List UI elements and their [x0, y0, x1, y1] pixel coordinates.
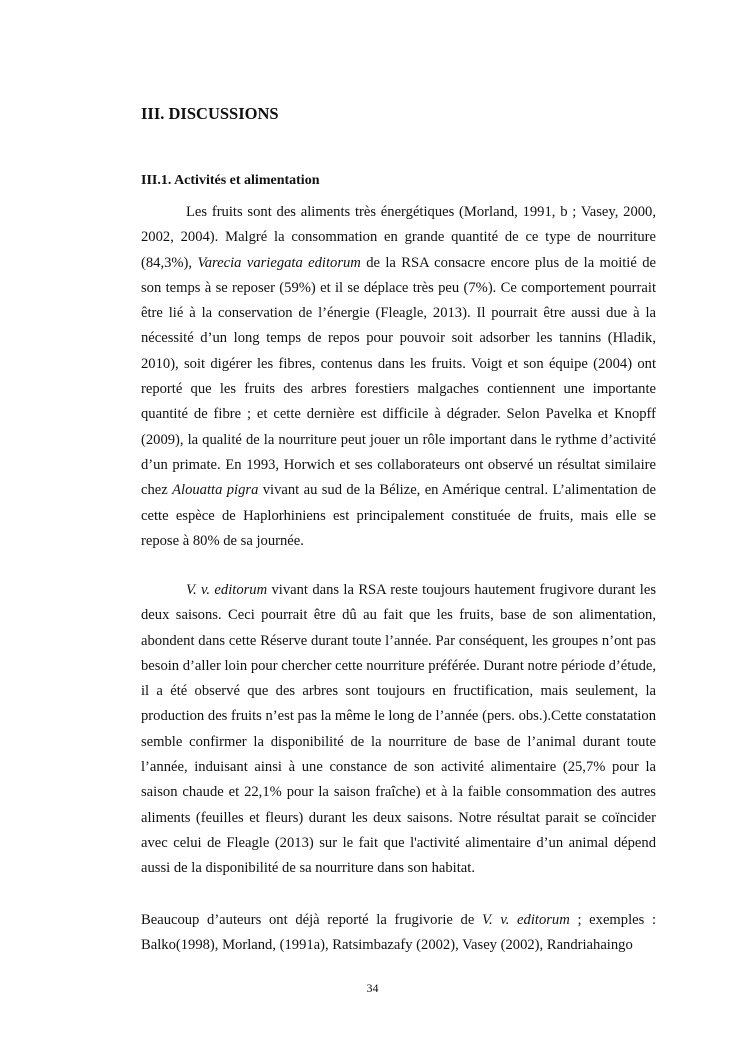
page-number: 34	[366, 981, 379, 995]
p1-text-c: vivant au sud de la Bélize, en Amérique central. L’alimentation de cette espèce de Haplorhiniens est principalement constituée de fruits, mais elle se repose à 80% de sa journée.	[141, 482, 656, 549]
p2-text-a: vivant dans la RSA reste toujours hautement frugivore durant les deux saisons. Ceci pourrait être dû au fait que les fruits, base de son alimentation, abondent dans cette Réserve durant toute l’année. Par conséquent, les groupes n’ont pas besoin d’aller loin pour chercher cette nourriture préférée. Durant notre période d’étude, il a été observé que des arbres sont toujours en fructification, mais seulement, la production des fruits n’est pas la même le long de l’année (pers. obs.).Cette constatation semble confirmer la disponibilité de la nourriture de base de l’animal durant toute l’année, induisant ainsi à une constance de son activité alimentaire (25,7% pour la saison chaude et 22,1% pour la saison fraîche) et à la faible consommation des autres aliments (feuilles et fleurs) durant les deux saisons. Notre résultat parait se coïncider avec celui de Fleagle (2013) sur le fait que l'activité alimentaire d’un animal dépend aussi de la disponibilité de sa nourriture dans son habitat.	[141, 582, 656, 877]
paragraph-activity-energy	[141, 200, 656, 554]
section-title: III. DISCUSSIONS	[141, 104, 279, 123]
subsection-title: III.1. Activités et alimentation	[141, 173, 320, 188]
p3-species-name: V. v. editorum	[481, 912, 570, 928]
p1-species-alouatta: Alouatta pigra	[172, 482, 259, 499]
p1-species-name: Varecia variegata editorum	[197, 254, 361, 271]
p3-text-a: Beaucoup d’auteurs ont déjà reporté la frugivorie de	[141, 912, 482, 928]
p2-species-name: V. v. editorum	[186, 582, 268, 598]
p3-text-b: ; exemples : Balko(1998), Morland, (1991a), Ratsimbazafy (2002), Vasey (2002), Randriahaingo	[141, 912, 657, 954]
paragraph-authors-frugivory	[141, 908, 656, 959]
p1-text-b: de la RSA consacre encore plus de la moitié de son temps à se reposer (59%) et il se déplace très peu (7%). Ce comportement pourrait être lié à la conservation de l’énergie (Fleagle, 2013). Il pourrait être aussi due à la nécessité d’un long temps de repos pour pouvoir soit adsorber les tannins (Hladik, 2010), soit digérer les fibres, contenus dans les fruits. Voigt et son équipe (2004) ont reporté que les fruits des arbres forestiers malgaches contiennent une importante quantité de fibre ; et cette dernière est difficile à dégrader. Selon Pavelka et Knopff (2009), la qualité de la nourriture peut jouer un rôle important dans le rythme d’activité d’un primate. En 1993, Horwich et ses collaborateurs ont observé un résultat similaire chez	[141, 254, 656, 499]
p1-text-a: Les fruits sont des aliments très énergétiques (Morland, 1991, b ; Vasey, 2000, 2002, 2004). Malgré la consommation en grande quantité de ce type de nourriture (84,3%),	[141, 204, 656, 271]
paragraph-frugivory-seasons	[141, 578, 656, 882]
